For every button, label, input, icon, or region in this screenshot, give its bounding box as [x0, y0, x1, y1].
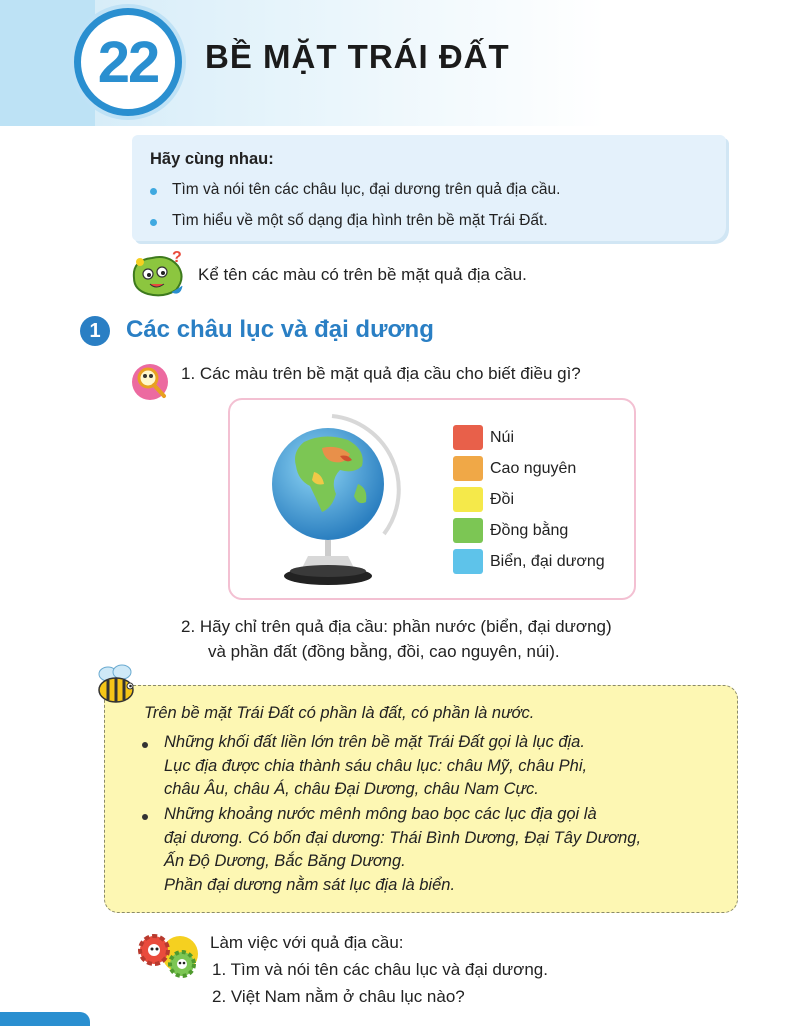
bullet-dot-icon [150, 219, 157, 226]
note-line: châu Âu, châu Á, châu Đại Dương, châu Nam Cực. [164, 780, 539, 798]
activity-heading: Làm việc với quả địa cầu: [210, 933, 404, 952]
legend-label: Đồi [490, 490, 515, 508]
bee-icon [92, 662, 140, 706]
activity-item: 1. Tìm và nói tên các châu lục và đại dương. [212, 960, 548, 979]
legend-item [453, 487, 605, 512]
note-line: đại dương. Có bốn đại dương: Thái Bình Dương, Đại Tây Dương, [164, 828, 642, 847]
legend-item [453, 425, 605, 450]
globe-icon [262, 414, 402, 592]
lesson-number-badge [74, 8, 182, 116]
objective-item: Tìm và nói tên các châu lục, đại dương trên quả địa cầu. [172, 181, 561, 198]
legend-item [453, 456, 605, 481]
question-2 [181, 614, 612, 664]
note-bullet-2 [164, 803, 641, 897]
legend-item [453, 518, 605, 543]
bullet-dot-icon [142, 814, 148, 820]
note-line: Những khối đất liền lớn trên bề mặt Trái Đất gọi là lục địa. [164, 733, 585, 751]
lesson-title: BỀ MẶT TRÁI ĐẤT [205, 38, 510, 75]
note-line: Lục địa được chia thành sáu châu lục: châu Mỹ, châu Phi, [164, 756, 588, 775]
question-1: 1. Các màu trên bề mặt quả địa cầu cho biết điều gì? [181, 364, 581, 383]
activity-item: 2. Việt Nam nằm ở châu lục nào? [212, 987, 465, 1006]
note-bullet-1 [164, 731, 587, 802]
legend-swatch [453, 456, 483, 481]
legend-swatch [453, 425, 483, 450]
footer-tab [0, 1012, 90, 1026]
bullet-dot-icon [142, 742, 148, 748]
section-title: Các châu lục và đại dương [126, 316, 434, 343]
question-2-line: và phần đất (đồng bằng, đồi, cao nguyên, núi). [208, 642, 560, 661]
section-number: 1 [80, 316, 110, 346]
objectives-heading: Hãy cùng nhau: [150, 150, 274, 168]
gears-icon [130, 926, 202, 982]
magnifier-icon [128, 360, 174, 404]
intro-question: Kể tên các màu có trên bề mặt quả địa cầu. [198, 265, 527, 284]
legend-label: Cao nguyên [490, 459, 577, 477]
legend-swatch [453, 549, 483, 574]
mascot-icon [128, 248, 190, 300]
legend-swatch [453, 518, 483, 543]
legend-item [453, 549, 605, 574]
note-line: Ấn Độ Dương, Bắc Băng Dương. [164, 852, 406, 870]
note-lead: Trên bề mặt Trái Đất có phần là đất, có phần là nước. [144, 704, 535, 722]
svg-text:?: ? [172, 249, 182, 266]
note-line: Phần đại dương nằm sát lục địa là biển. [164, 875, 456, 894]
lesson-number: 22 [97, 29, 159, 95]
note-line: Những khoảng nước mênh mông bao bọc các lục địa gọi là [164, 805, 597, 823]
question-2-line: 2. Hãy chỉ trên quả địa cầu: phần nước (biển, đại dương) [181, 617, 612, 636]
legend-label: Biển, đại dương [490, 552, 605, 570]
legend-swatch [453, 487, 483, 512]
legend-label: Núi [490, 428, 515, 446]
objective-item: Tìm hiểu về một số dạng địa hình trên bề mặt Trái Đất. [172, 212, 548, 229]
bullet-dot-icon [150, 188, 157, 195]
legend [453, 425, 605, 574]
legend-label: Đồng bằng [490, 521, 569, 539]
